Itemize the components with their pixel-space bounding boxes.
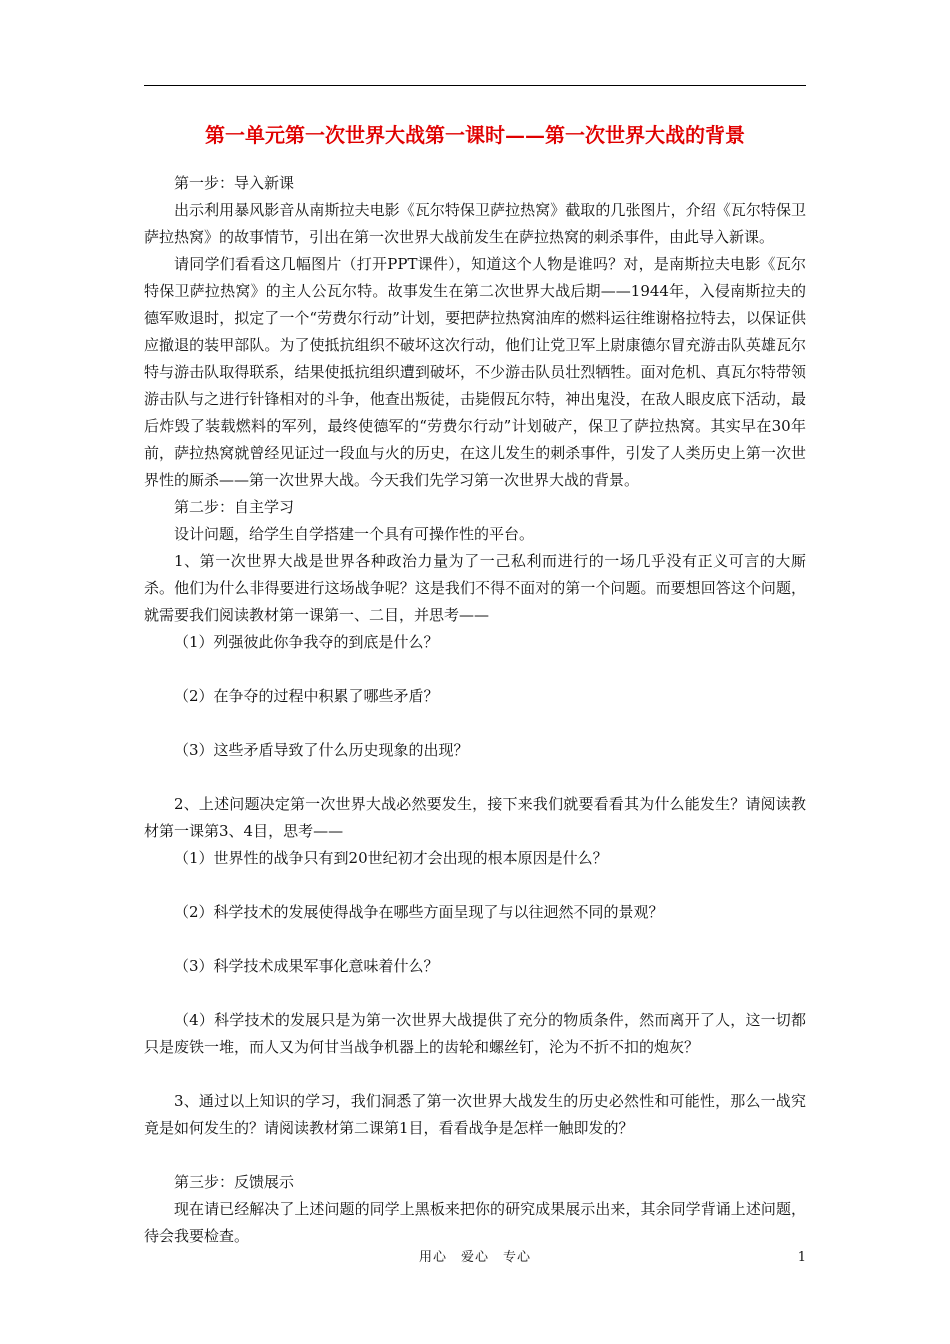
paragraph: 现在请已经解决了上述问题的同学上黑板来把你的研究成果展示出来，其余同学背诵上述问题，待会我要检查。 bbox=[144, 1200, 806, 1245]
step-1-heading: 第一步：导入新课 bbox=[174, 174, 295, 192]
document-title: 第一单元第一次世界大战第一课时——第一次世界大战的背景 bbox=[205, 123, 745, 147]
header-rule bbox=[144, 85, 806, 86]
question-3: 3、通过以上知识的学习，我们洞悉了第一次世界大战发生的历史必然性和可能性，那么一战究竟是如何发生的？请阅读教材第二课第1目，看看战争是怎样一触即发的？ bbox=[144, 1092, 806, 1137]
document-body bbox=[144, 170, 806, 1250]
sub-question: （1）世界性的战争只有到20世纪初才会出现的根本原因是什么？ bbox=[174, 849, 608, 867]
sub-question: （2）科学技术的发展使得战争在哪些方面呈现了与以往迥然不同的景观？ bbox=[174, 903, 664, 921]
answer-space bbox=[144, 764, 806, 791]
paragraph: 请同学们看看这几幅图片（打开PPT课件），知道这个人物是谁吗？对，是南斯拉夫电影《瓦尔特保卫萨拉热窝》的主人公瓦尔特。故事发生在第二次世界大战后期——1944年，入侵南斯拉夫的德军败退时，拟定了一个“劳费尔行动”计划，要把萨拉热窝油库的燃料运往维谢格拉特去，以保证供应撤退的装甲部队。为了使抵抗组织不破坏这次行动，他们让党卫军上尉康德尔冒充游击队英雄瓦尔特与游击队取得联系，结果使抵抗组织遭到破坏，不少游击队员壮烈牺牲。面对危机、真瓦尔特带领游击队与之进行针锋相对的斗争，他查出叛徒，击毙假瓦尔特，神出鬼没，在敌人眼皮底下活动，最后炸毁了装载燃料的军列，最终使德军的“劳费尔行动”计划破产，保卫了萨拉热窝。其实早在30年前，萨拉热窝就曾经见证过一段血与火的历史，在这儿发生的刺杀事件，引发了人类历史上第一次世界性的厮杀——第一次世界大战。今天我们先学习第一次世界大战的背景。 bbox=[144, 255, 806, 489]
answer-space bbox=[144, 1142, 806, 1169]
answer-space bbox=[144, 656, 806, 683]
sub-question-4: （4）科学技术的发展只是为第一次世界大战提供了充分的物质条件，然而离开了人，这一切都只是废铁一堆，而人又为何甘当战争机器上的齿轮和螺丝钉，沦为不折不扣的炮灰？ bbox=[144, 1011, 806, 1056]
sub-question: （3）科学技术成果军事化意味着什么？ bbox=[174, 957, 439, 975]
paragraph: 设计问题，给学生自学搭建一个具有可操作性的平台。 bbox=[174, 525, 535, 543]
answer-space bbox=[144, 926, 806, 953]
paragraph: 出示利用暴风影音从南斯拉夫电影《瓦尔特保卫萨拉热窝》截取的几张图片，介绍《瓦尔特保卫萨拉热窝》的故事情节，引出在第一次世界大战前发生在萨拉热窝的刺杀事件，由此导入新课。 bbox=[144, 201, 806, 246]
question-2: 2、上述问题决定第一次世界大战必然要发生，接下来我们就要看看其为什么能发生？请阅读教材第一课第3、4目，思考—— bbox=[144, 795, 806, 840]
step-2-heading: 第二步：自主学习 bbox=[174, 498, 295, 516]
sub-question: （1）列强彼此你争我夺的到底是什么？ bbox=[174, 633, 439, 651]
page-footer bbox=[144, 1247, 806, 1269]
question-1: 1、第一次世界大战是世界各种政治力量为了一己私利而进行的一场几乎没有正义可言的大厮杀。他们为什么非得要进行这场战争呢？这是我们不得不面对的第一个问题。而要想回答这个问题，就需要我们阅读教材第一课第一、二目，并思考—— bbox=[144, 552, 806, 624]
sub-question: （3）这些矛盾导致了什么历史现象的出现？ bbox=[174, 741, 469, 759]
sub-question: （2）在争夺的过程中积累了哪些矛盾？ bbox=[174, 687, 439, 705]
answer-space bbox=[144, 872, 806, 899]
answer-space bbox=[144, 980, 806, 1007]
answer-space bbox=[144, 1061, 806, 1088]
answer-space bbox=[144, 710, 806, 737]
page-number: 1 bbox=[797, 1250, 806, 1265]
step-3-heading: 第三步：反馈展示 bbox=[174, 1173, 295, 1191]
footer-slogan: 用心 爱心 专心 bbox=[418, 1250, 531, 1265]
